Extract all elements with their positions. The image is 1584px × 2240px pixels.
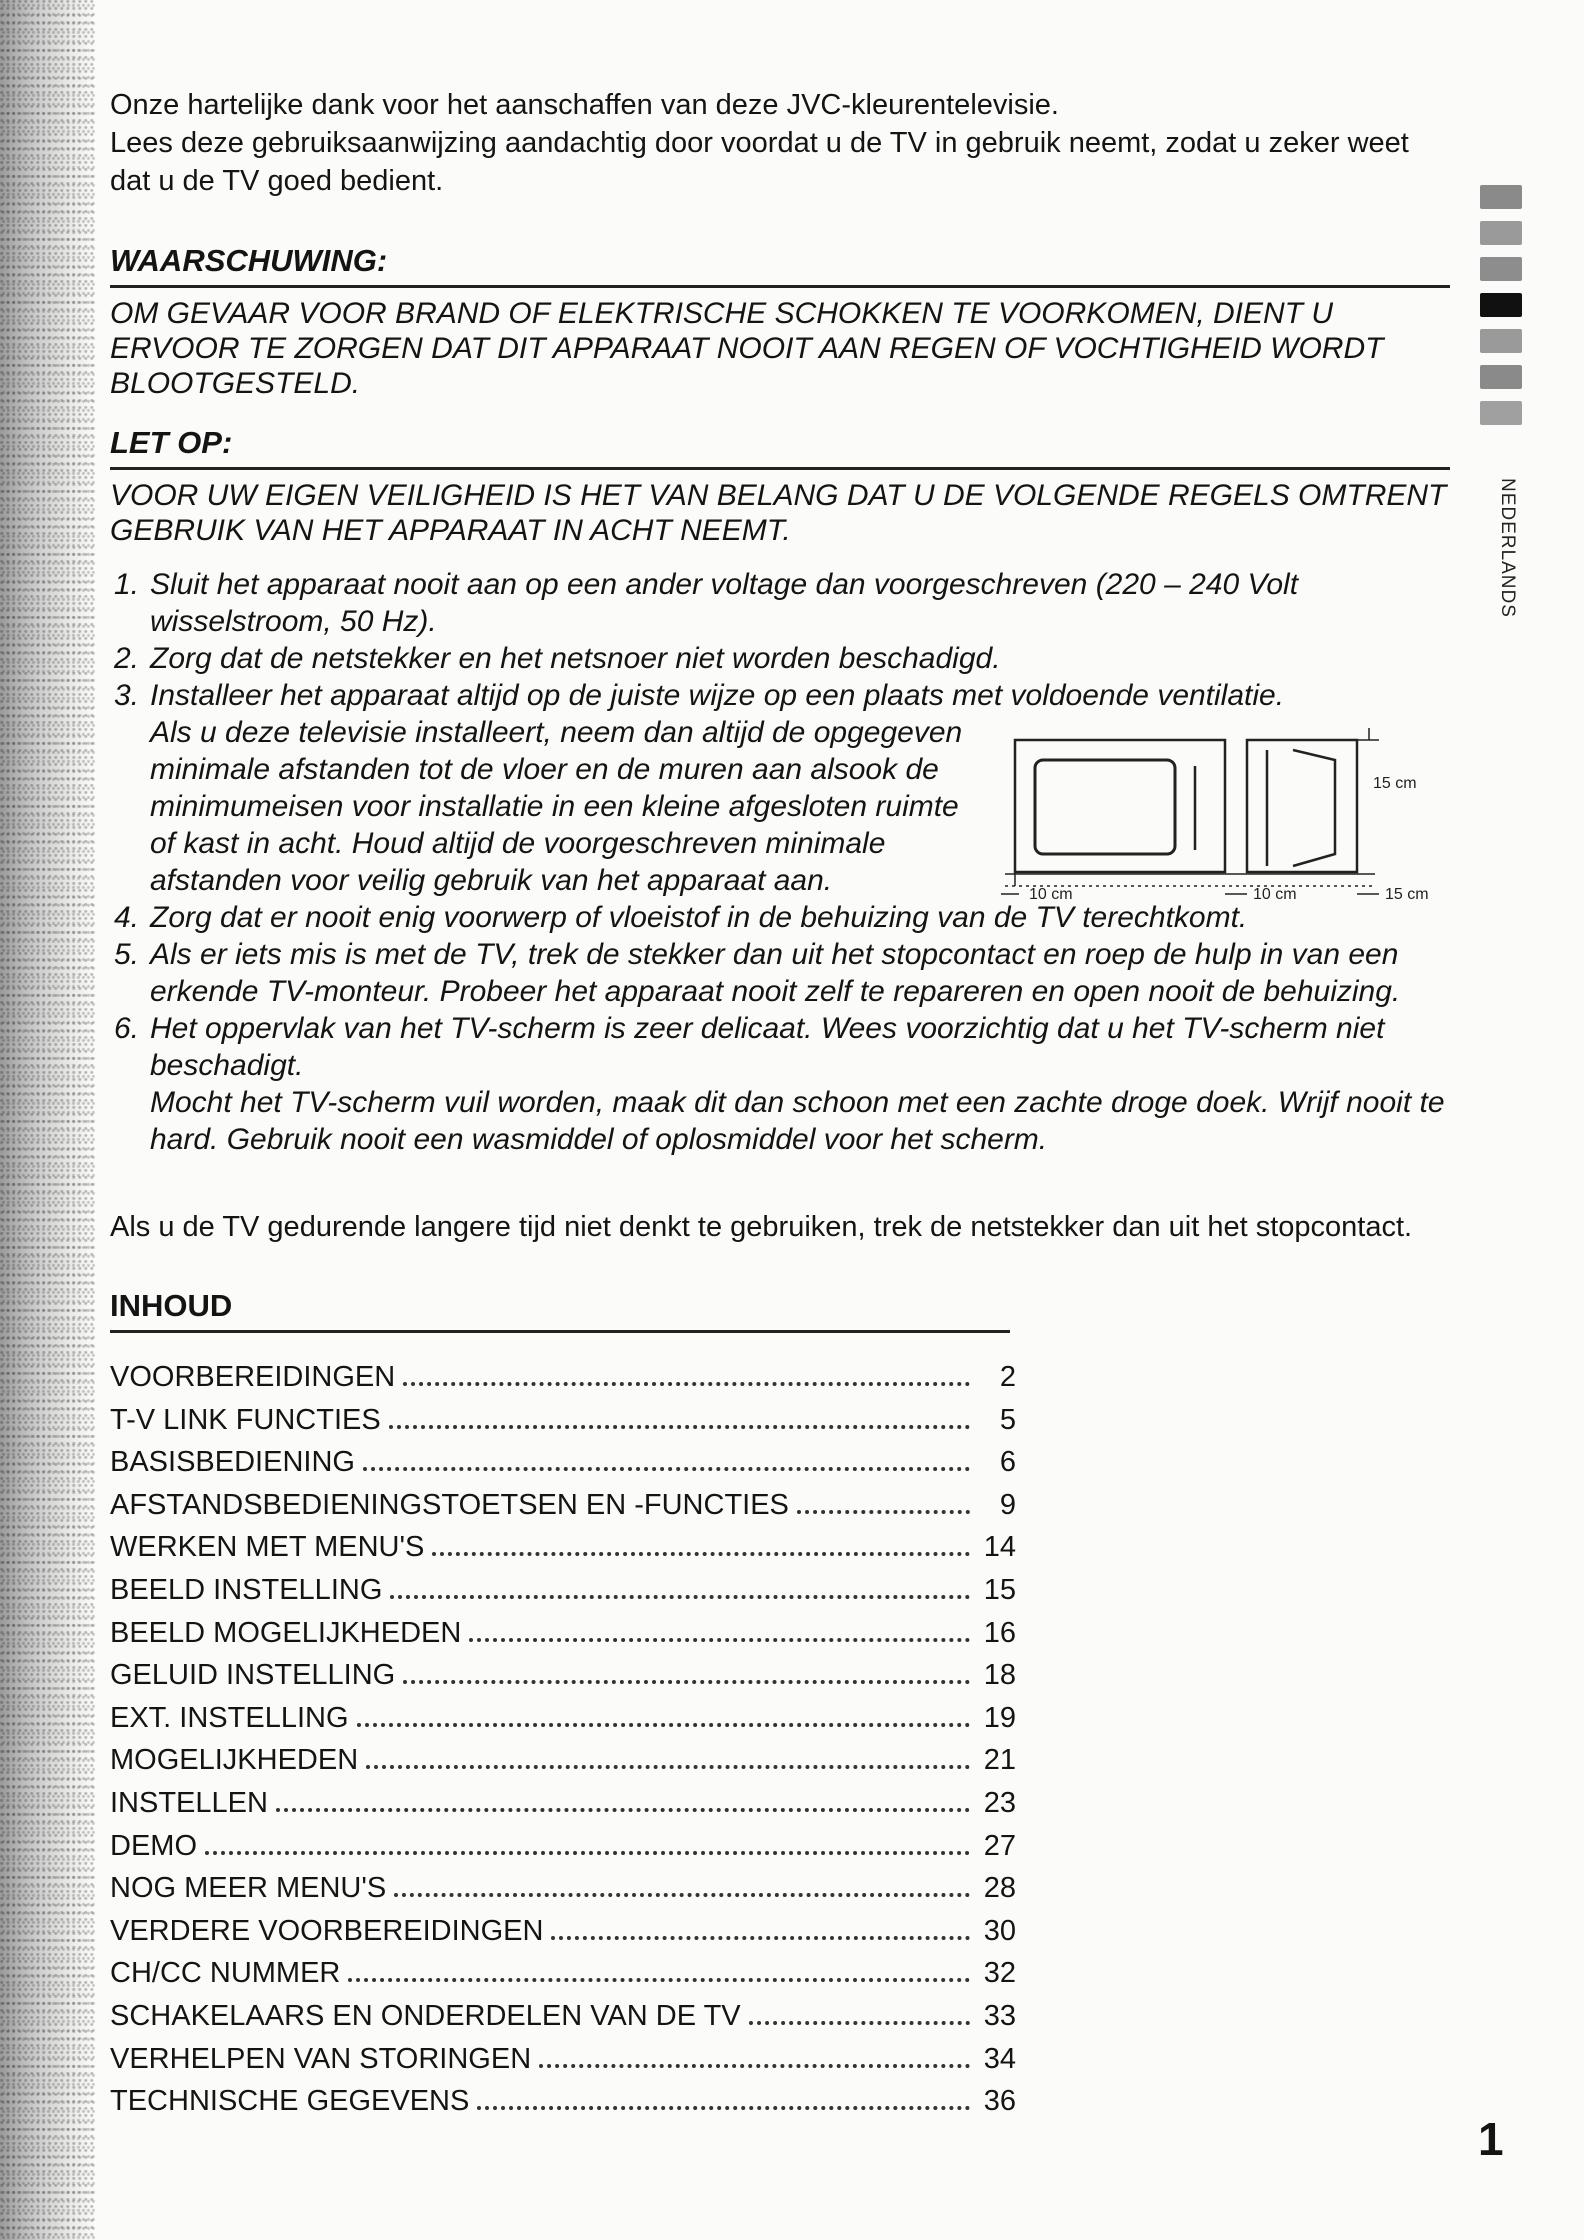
- toc-item: [110, 2038, 1016, 2081]
- toc-item: [110, 1782, 1016, 1825]
- toc-leader: [390, 1595, 970, 1599]
- clearance-label-mid: 10 cm: [1253, 886, 1297, 902]
- toc-label: CH/CC NUMMER: [110, 1957, 341, 1990]
- toc-label: MOGELIJKHEDEN: [110, 1744, 359, 1777]
- toc-leader: [469, 1638, 970, 1642]
- toc-page: 27: [983, 1829, 1016, 1862]
- rule-number: 1.: [114, 568, 140, 601]
- rule-text: Installeer het apparaat altijd op de juiste wijze op een plaats met voldoende ventilatie.: [150, 679, 1285, 712]
- toc-leader: [749, 2021, 970, 2025]
- toc-item: [110, 1995, 1016, 2038]
- section-tab-marker: [1480, 185, 1522, 209]
- section-tabs: [1480, 185, 1522, 437]
- scan-edge-shadow: [0, 0, 95, 2240]
- rule-item: [110, 899, 1450, 936]
- toc-page: 15: [983, 1573, 1016, 1606]
- section-tab-marker: [1480, 221, 1522, 245]
- intro-line-2: Lees deze gebruiksaanwijzing aandachtig door voordat u de TV in gebruik neemt, zodat u zeker weet dat u de TV goed bedient.: [110, 127, 1409, 197]
- toc-page: 23: [983, 1786, 1016, 1819]
- section-tab-marker: [1480, 329, 1522, 353]
- toc-label: NOG MEER MENU'S: [110, 1872, 387, 1905]
- toc-leader: [363, 1467, 970, 1471]
- rule-number: 4.: [114, 901, 140, 934]
- toc-item: [110, 1399, 1016, 1442]
- section-tab-marker: [1480, 257, 1522, 281]
- rule-number: 3.: [114, 679, 140, 712]
- toc-page: 2: [999, 1361, 1016, 1393]
- section-tab-marker: [1480, 365, 1522, 389]
- toc-label: VOORBEREIDINGEN: [110, 1361, 396, 1393]
- tv-side-view: [1247, 740, 1379, 872]
- section-tab-marker-active: [1480, 293, 1522, 317]
- toc-page: 18: [983, 1659, 1016, 1692]
- language-tab-label: NEDERLANDS: [1497, 478, 1518, 618]
- tv-front-view: [1015, 740, 1225, 886]
- toc-page: 28: [983, 1872, 1016, 1905]
- rule-extra-text: Mocht het TV-scherm vuil worden, maak dit dan schoon met een zachte droge doek. Wrijf nooit te hard. Gebruik nooit een wasmiddel of oplosmiddel voor het scherm.: [150, 1086, 1445, 1156]
- toc-item: [110, 1612, 1016, 1655]
- rule-item: [110, 640, 1450, 677]
- toc-leader: [205, 1851, 970, 1855]
- toc-page: 30: [983, 1914, 1016, 1947]
- rule-number: 6.: [114, 1012, 140, 1045]
- toc-title: INHOUD: [110, 1288, 1010, 1333]
- toc-label: GELUID INSTELLING: [110, 1659, 396, 1692]
- toc-leader: [539, 2064, 970, 2068]
- toc-leader: [797, 1510, 970, 1514]
- rule-text: Het oppervlak van het TV-scherm is zeer delicaat. Wees voorzichtig dat u het TV-scherm niet beschadigt.: [150, 1012, 1385, 1082]
- toc-leader: [389, 1425, 970, 1429]
- installation-diagram: [895, 726, 1455, 902]
- warning-title: WAARSCHUWING:: [110, 243, 1450, 288]
- caution-title: LET OP:: [110, 425, 1450, 470]
- toc-label: VERHELPEN VAN STORINGEN: [110, 2042, 532, 2075]
- toc-item: [110, 1825, 1016, 1868]
- toc-label: BEELD MOGELIJKHEDEN: [110, 1616, 462, 1649]
- rule-text: Zorg dat er nooit enig voorwerp of vloeistof in de behuizing van de TV terechtkomt.: [150, 901, 1248, 934]
- rule-number: 5.: [114, 938, 140, 971]
- rule-text: Als er iets mis is met de TV, trek de stekker dan uit het stopcontact en roep de hulp in van een erkende TV-monteur. Probeer het apparaat nooit zelf te repareren en open nooit de behuizing.: [150, 938, 1401, 1008]
- clearance-arrows: [1001, 728, 1379, 894]
- toc-leader: [403, 1680, 970, 1684]
- toc-item: [110, 1569, 1016, 1612]
- caution-intro: VOOR UW EIGEN VEILIGHEID IS HET VAN BELANG DAT U DE VOLGENDE REGELS OMTRENT GEBRUIK VAN HET APPARAAT IN ACHT NEEMT.: [110, 479, 1447, 547]
- warning-text: OM GEVAAR VOOR BRAND OF ELEKTRISCHE SCHOKKEN TE VOORKOMEN, DIENT U ERVOOR TE ZORGEN DAT DIT APPARAAT NOOIT AAN REGEN OF VOCHTIGHEID WORDT BLOOTGESTELD.: [110, 297, 1384, 400]
- toc-page: 21: [983, 1744, 1016, 1777]
- toc-leader: [551, 1936, 970, 1940]
- toc-label: AFSTANDSBEDIENINGSTOETSEN EN -FUNCTIES: [110, 1488, 789, 1521]
- toc-item: [110, 1526, 1016, 1569]
- toc-item: [110, 1952, 1016, 1995]
- toc-leader: [477, 2106, 970, 2110]
- toc-label: BASISBEDIENING: [110, 1446, 355, 1479]
- toc-page: 5: [999, 1403, 1016, 1436]
- toc-page: 9: [999, 1488, 1016, 1521]
- rule-item: [110, 1010, 1450, 1158]
- toc-page: 32: [983, 1957, 1016, 1990]
- toc-item: [110, 1654, 1016, 1697]
- rule-text: Zorg dat de netstekker en het netsnoer niet worden beschadigd.: [150, 642, 1001, 675]
- toc-leader: [348, 1978, 970, 1982]
- toc-label: TECHNISCHE GEGEVENS: [110, 2085, 470, 2118]
- rule-text: Sluit het apparaat nooit aan op een ander voltage dan voorgeschreven (220 – 240 Volt wisselstroom, 50 Hz).: [150, 568, 1299, 638]
- toc-page: 33: [983, 1999, 1016, 2032]
- toc-item: [110, 1441, 1016, 1484]
- toc-item: [110, 1356, 1016, 1399]
- intro-section: [110, 86, 1450, 200]
- section-tab-marker: [1480, 401, 1522, 425]
- toc-leader: [357, 1723, 970, 1727]
- toc-page: 14: [983, 1531, 1016, 1564]
- toc-page: 16: [983, 1616, 1016, 1649]
- clearance-label-right: 15 cm: [1385, 886, 1429, 902]
- rule-extra-text: Als u deze televisie installeert, neem dan altijd de opgegeven minimale afstanden tot de vloer en de muren aan alsook de minimumeisen voor installatie in een kleine afgesloten ruimte of kast in acht. Houd altijd de voorgeschreven minimale afstanden voor veilig gebruik van het apparaat aan.: [150, 716, 963, 897]
- toc-item: [110, 2080, 1016, 2123]
- floor-line: [1005, 874, 1375, 886]
- toc-label: WERKEN MET MENU'S: [110, 1531, 425, 1564]
- rule-item: [110, 566, 1450, 640]
- toc-leader: [366, 1765, 970, 1769]
- toc-page: 34: [983, 2042, 1016, 2075]
- toc-label: T-V LINK FUNCTIES: [110, 1403, 381, 1436]
- toc-label: SCHAKELAARS EN ONDERDELEN VAN DE TV: [110, 1999, 741, 2032]
- toc-leader: [432, 1552, 970, 1556]
- toc-list: [110, 1356, 1016, 2123]
- closing-note: Als u de TV gedurende langere tijd niet denkt te gebruiken, trek de netstekker dan uit het stopcontact.: [110, 1211, 1413, 1243]
- toc-item: [110, 1910, 1016, 1953]
- rule-item: [110, 936, 1450, 1010]
- toc-leader: [276, 1808, 970, 1812]
- toc-page: 36: [983, 2085, 1016, 2118]
- toc-label: VERDERE VOORBEREIDINGEN: [110, 1914, 544, 1947]
- clearance-label-top: 15 cm: [1373, 775, 1417, 792]
- toc-label: EXT. INSTELLING: [110, 1701, 349, 1734]
- toc-item: [110, 1867, 1016, 1910]
- toc-page: 19: [983, 1701, 1016, 1734]
- rule-number: 2.: [114, 642, 140, 675]
- page-number: 1: [1478, 2113, 1504, 2165]
- toc-item: [110, 1739, 1016, 1782]
- clearance-label-left: 10 cm: [1029, 886, 1073, 902]
- toc-label: INSTELLEN: [110, 1786, 268, 1819]
- toc-leader: [403, 1382, 970, 1386]
- toc-item: [110, 1484, 1016, 1527]
- toc-label: DEMO: [110, 1829, 197, 1862]
- intro-line-1: Onze hartelijke dank voor het aanschaffen van deze JVC-kleurentelevisie.: [110, 89, 1059, 121]
- toc-page: 6: [999, 1446, 1016, 1479]
- toc-leader: [394, 1893, 970, 1897]
- toc-item: [110, 1697, 1016, 1740]
- toc-label: BEELD INSTELLING: [110, 1573, 383, 1606]
